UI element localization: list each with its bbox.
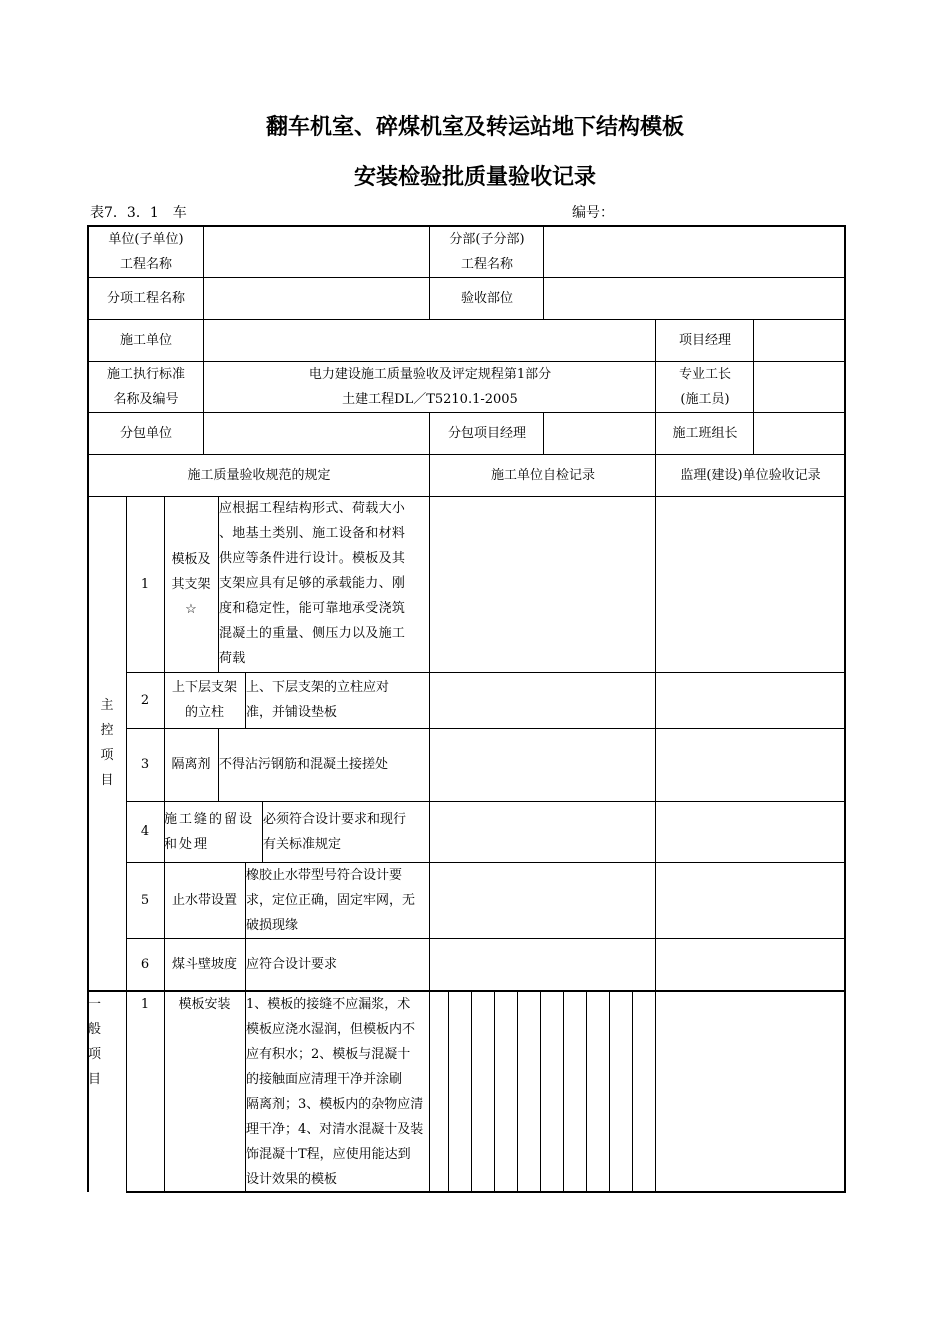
grid-line <box>563 990 564 1192</box>
main-item-3-no: 3 <box>140 757 150 772</box>
main-item-4-no: 4 <box>140 824 150 839</box>
standard-label: 施工执行标准 名称及编号 <box>106 366 185 407</box>
main-item-6-name: 煤斗壁坡度 <box>171 956 237 972</box>
general-item-1-name: 模板安装 <box>178 997 231 1012</box>
main-item-4-name: 施工缝的留设 和处理 <box>164 811 255 852</box>
grid-line <box>126 1191 846 1193</box>
standard-value: 电力建设施工质量验收及评定规程第1部分 土建工程DL／T5210.1-2005 <box>308 366 552 407</box>
sub-manager-label: 分包项目经理 <box>447 425 526 441</box>
grid-line <box>655 454 656 1192</box>
general-item-1-requirement: 1、模板的接缝不应漏浆，术 模板应浇水湿润，但模板内不 应有积水；2、模板与混凝十 的接触面应清理干净并涂刷 隔离剂；3、模板内的杂物应清 理干净；4、对清水混凝十及装 饰混凝十T程，应使用能达到 设计效果的模板 <box>246 997 424 1187</box>
grid-line <box>494 990 495 1192</box>
grid-line <box>632 990 633 1192</box>
construction-unit-label: 施工单位 <box>119 332 172 348</box>
grid-line <box>844 225 846 1192</box>
grid-line <box>586 990 587 1192</box>
grid-line <box>448 990 449 1192</box>
table-number: 表7．3．1 车 <box>90 205 187 221</box>
main-item-3-requirement: 不得沾污钢筋和混凝土接搓处 <box>219 757 389 772</box>
main-item-1-no: 1 <box>140 576 150 592</box>
accept-location-label: 验收部位 <box>460 290 513 306</box>
supervision-column-header: 监理(建设)单位验收记录 <box>680 467 821 483</box>
spec-column-header: 施工质量验收规范的规定 <box>187 467 331 483</box>
grid-line <box>540 990 541 1192</box>
main-item-3-name: 隔离剂 <box>171 757 211 772</box>
grid-line <box>471 990 472 1192</box>
grid-line <box>609 990 610 1192</box>
main-item-5-requirement: 橡胶止水带型号符合设计要 求，定位正确，固定牢网，无 破损现缘 <box>246 867 416 933</box>
main-item-2-name: 上下层支架 的立柱 <box>171 680 237 720</box>
general-item-1-no: 1 <box>140 997 150 1012</box>
unit-project-label: 单位(子单位) 工程名称 <box>108 231 184 272</box>
main-item-1-name: 模板及 其支架 ☆ <box>171 551 211 617</box>
sub-project-label: 分部(子分部) 工程名称 <box>449 231 525 272</box>
team-leader-label: 施工班组长 <box>672 425 738 441</box>
main-item-5-name: 止水带设置 <box>171 892 237 908</box>
main-item-5-no: 5 <box>140 892 150 908</box>
main-item-2-no: 2 <box>140 692 150 708</box>
main-item-1-requirement: 应根据工程结构形式、荷载大小 、地基土类别、施工设备和材料 供应等条件进行设计。模板及其 支架应具有足够的承载能力、刚 度和稳定性，能可靠地承受浇筑 混凝土的重量、侧压力以及施工 荷载 <box>219 501 406 666</box>
main-item-6-no: 6 <box>140 956 150 972</box>
record-number-label: 编号： <box>572 205 614 221</box>
main-control-label: 主 控 项 目 <box>100 698 114 788</box>
item-project-label: 分项工程名称 <box>106 290 185 306</box>
foreman-label: 专业工长 (施工员) <box>678 366 731 407</box>
main-item-4-requirement: 必须符合设计要求和现行 有关标准规定 <box>263 811 407 852</box>
title-line-2: 安装检验批质量验收记录 <box>353 165 596 190</box>
main-item-6-requirement: 应符合设计要求 <box>246 956 338 972</box>
project-manager-label: 项目经理 <box>678 332 731 348</box>
general-items-label: 一 般 项 目 <box>88 997 102 1087</box>
title-line-1: 翻车机室、碎煤机室及转运站地下结构模板 <box>265 115 684 140</box>
grid-line <box>517 990 518 1192</box>
subcontractor-label: 分包单位 <box>119 425 172 441</box>
main-item-2-requirement: 上、下层支架的立柱应对 准，并铺设垫板 <box>246 680 390 720</box>
self-check-column-header: 施工单位自检记录 <box>490 467 595 483</box>
